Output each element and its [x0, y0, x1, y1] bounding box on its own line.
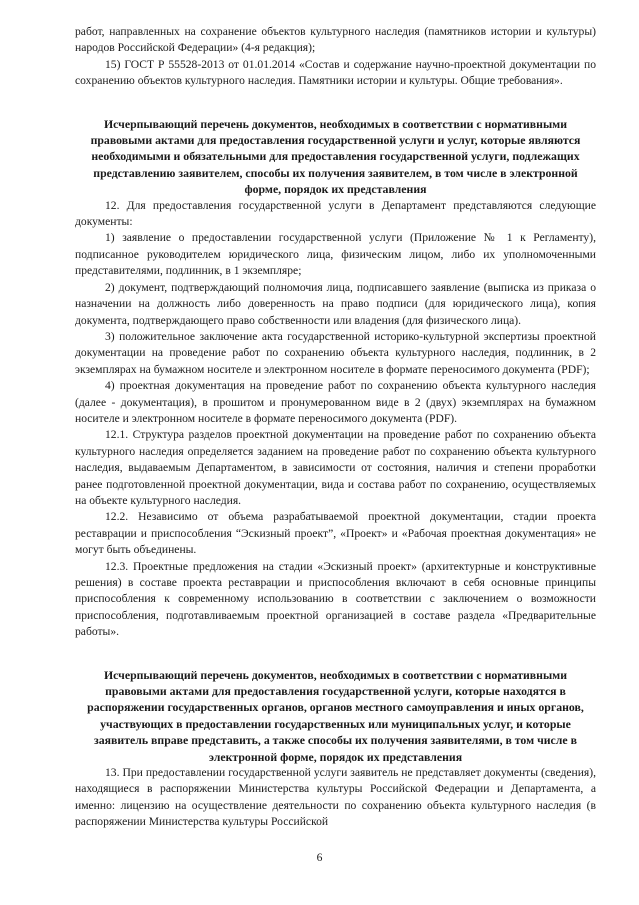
section-gap	[75, 641, 596, 667]
section-1-heading: Исчерпывающий перечень документов, необходимых в соответствии с нормативными правовыми актами для предоставления государственной услуги и услуг, которые являются необходимыми и обязательными для предоставления государственной услуги, подлежащих представлению заявителем, способы их получения заявителем, в том числе в электронной форме, порядок их представления	[90, 116, 581, 197]
paragraph-12: 12. Для предоставления государственной услуги в Департамент представляются следующие документы:	[75, 198, 596, 229]
section-2-heading: Исчерпывающий перечень документов, необходимых в соответствии с нормативными правовыми актами для предоставления государственной услуги, которые находятся в распоряжении государственных органов, органов местного самоуправления и иных органов, участвующих в предоставлении государственных или муниципальных услуг, и которые заявитель вправе представить, а также способы их получения заявителями, в том числе в электронной форме, порядок их представления	[87, 667, 584, 764]
page-number: 6	[316, 851, 323, 864]
paragraph-12-item-1: 1) заявление о предоставлении государственной услуги (Приложение № 1 к Регламенту), подписанное руководителем юридического лица, физическим лицом, либо их уполномоченными представителями, подлинник, в 1 экземпляре;	[75, 231, 596, 278]
section-gap	[75, 90, 596, 116]
paragraph-12-item-3: 3) положительное заключение акта государственной историко-культурной экспертизы проектной документации на проведение работ по сохранению объекта культурного наследия, подлинник, в 2 экземплярах на бумажном носителе и электронном носителе в формате переносимого документа (PDF);	[75, 329, 596, 376]
paragraph-12-1: 12.1. Структура разделов проектной документации на проведение работ по сохранению объекта культурного наследия определяется заданием на проведение работ по сохранению объекта культурного наследия, выдаваемым Департаментом, в зависимости от состояния, наличия и степени проработки ранее подготовленной проектной документации, вида и состава работ по сохранению, осуществляемых на объекте культурного наследия.	[75, 428, 596, 507]
paragraph-12-item-4: 4) проектная документация на проведение работ по сохранению объекта культурного наследия (далее - документация), в прошитом и пронумерованном виде в 2 (двух) экземплярах на бумажном носителе и электронном носителе в формате переносимого документа (PDF).	[75, 379, 596, 425]
page-content	[75, 24, 596, 831]
item-15-paragraph: 15) ГОСТ Р 55528-2013 от 01.01.2014 «Состав и содержание научно-проектной документации по сохранению объектов культурного наследия. Памятники истории и культуры. Общие требования».	[75, 57, 596, 88]
paragraph-13: 13. При предоставлении государственной услуги заявитель не представляет документы (сведения), находящиеся в распоряжении Министерства культуры Российской Федерации и Департамента, а именно: лицензию на осуществление деятельности по сохранению объекта культурного наследия (в распоряжении Министерства культуры Российской	[75, 766, 596, 829]
paragraph-12-item-2: 2) документ, подтверждающий полномочия лица, подписавшего заявление (выписка из приказа о назначении на должность либо доверенность на право подписи (для юридического лица), копия документа, подтверждающего право собственности или владения (для физического лица).	[75, 280, 596, 327]
continuation-paragraph: работ, направленных на сохранение объектов культурного наследия (памятников истории и культуры) народов Российской Федерации» (4-я редакция);	[75, 25, 596, 55]
paragraph-12-2: 12.2. Независимо от объема разрабатываемой проектной документации, стадии проекта реставрации и приспособления “Эскизный проект”, «Проект» и «Рабочая проектная документация» не могут быть объединены.	[75, 510, 596, 557]
paragraph-12-3: 12.3. Проектные предложения на стадии «Эскизный проект» (архитектурные и конструктивные решения) в составе проекта реставрации и приспособления включают в себя основные принципы приспособления к современному использованию в соответствии с заключением о возможности приспособления, подготавливаемым проектной организацией в составе раздела «Предварительные работы».	[75, 559, 596, 639]
